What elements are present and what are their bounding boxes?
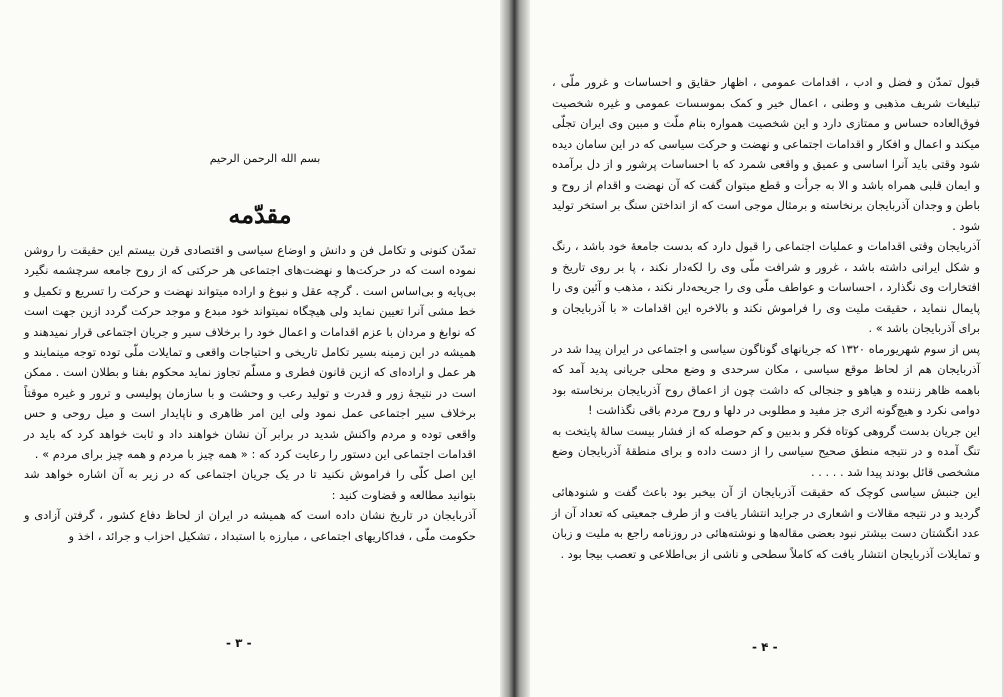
page-number: - ۴ - [752, 640, 778, 654]
right-page [530, 0, 1004, 697]
left-page [0, 0, 500, 697]
paragraph: این جریان بدست گروهی کوتاه فکر و بدبین و کم حوصله که از فشار بیست سالهٔ پایتخت به تنگ آمده و در نتیجه منطق صحیح سیاسی را از دست داده و برای منطقهٔ آذربایجان وضع مشخصی قائل بودند پیدا شد . . . . . [552, 423, 980, 479]
book-gutter [500, 0, 530, 697]
paragraph: تمدّن کنونی و تکامل فن و دانش و اوضاع سیاسی و اقتصادی قرن بیستم این حقیقت را روشن نموده است که در حرکت‌ها و نهضت‌های اجتماعی هر حرکتی که از روح جامعه سرچشمه نگیرد بی‌پایه و بی‌اساس است . گرچه عقل و نبوغ و اراده میتواند نهضت و حرکت را تسریع و تکمیل و خط مشی آنرا تعیین نماید ولی هیچگاه نمیتواند خود مبدع و موجد حرکت گردد ازین جهت است که نوابغ و مردان با عزم اقدامات و اعمال خود را برخلاف سیر و جریان اجتماعی قرار نمیدهند و همیشه در این زمینه بسیر تکامل تاریخی و احتیاجات واقعی و تمایلات ملّی توده توجه مینمایند و هر عمل و اراده‌ای که ازین قانون فطری و مسلّم تجاوز نماید محکوم بفنا و بطلان است . ممکن است در نتیجهٔ زور و قدرت و تولید رعب و وحشت و با سازمان پولیسی و ترور و غیره موقتاً برخلاف سیر اجتماعی عمل نمود ولی این امر ظاهری و ناپایدار است و میل روحی و حس واقعی توده و مردم واکنش شدید در برابر آن نشان خواهند داد و ثابت خواهد کرد که باید در اقدامات اجتماعی این دستور را رعایت کرد که : « همه چیز با مردم و همه چیز برای مردم » . [24, 243, 476, 462]
left-body-text [24, 240, 476, 546]
right-body-text [552, 72, 980, 564]
paragraph: این جنبش سیاسی کوچک که حقیقت آذربایجان از آن بیخبر بود باعث گفت و شنودهائی گردید و در نتیجه مقالات و اشعاری در جراید انتشار یافت و از طرف جمعیتی که تعداد آن از عدد انگشتان دست بیشتر نبود بعضی مقاله‌ها و نوشته‌هائی در روزنامه راجع به ملیت و زبان و تمایلات آذربایجان انتشار یافت که کاملاً سطحی و ناشی از بی‌اطلاعی و تعصب بیجا بود . [552, 485, 980, 561]
paragraph: پس از سوم شهریورماه ۱۳۲۰ که جریانهای گوناگون سیاسی و اجتماعی در ایران پیدا شد در آذربایجان هم از لحاظ موقع سیاسی ، مکان سرحدی و وضع محلی جریانی پدید آمد که باهمه ظاهر زننده و هیاهو و جنجالی که داشت چون از اعماق روح آذربایجان برنخاسته بود دوامی نکرد و هیچ‌گونه اثری جز مفید و مطلوبی در دلها و روح مردم باقی نگذاشت ! [552, 341, 980, 417]
page-heading: مقدّمه [228, 200, 292, 229]
paragraph: آذربایجان در تاریخ نشان داده است که همیشه در ایران از لحاظ دفاع کشور ، گرفتن آزادی و حکومت ملّی ، فداکاریهای اجتماعی ، مبارزه با استبداد ، تشکیل احزاب و جرائد ، اخذ و [24, 508, 476, 543]
basmala: بسم الله الرحمن الرحیم [209, 152, 321, 165]
paragraph: آذربایجان وقتی اقدامات و عملیات اجتماعی را قبول دارد که بدست جامعهٔ خود باشد ، رنگ و شکل ایرانی داشته باشد ، غرور و شرافت ملّی وی را لکه‌دار نکند ، پا بر روی تاریخ و افتخارات وی نگذارد ، احساسات و عواطف ملّی وی را جریحه‌دار نکند ، مذهب و آئین وی را پایمال ننماید ، حقیقت ملیت وی را فراموش نکند و بالاخره این اقدامات « با آذربایجان و برای آذربایجان باشد » . [552, 239, 980, 335]
paragraph: این اصل کلّی را فراموش نکنید تا در یک جریان اجتماعی که در زیر به آن اشاره خواهد شد بتوانید مطالعه و قضاوت کنید : [24, 467, 476, 502]
paragraph: قبول تمدّن و فضل و ادب ، اقدامات عمومی ، اظهار حقایق و احساسات و غرور ملّی ، تبلیغات شریف مذهبی و وطنی ، اعمال خیر و کمک بموسسات عمومی و غیره شخصیت فوق‌العاده حساس و ممتازی دارد و این شخصیت همواره بنام ملّت و مبین وی ایران تجلّی میکند و اعمال و افکار و اقدامات اجتماعی و نهضت و حرکت سیاسی که در این سامان دیده شود وقتی باید آنرا اساسی و عمیق و واقعی شمرد که با احساسات پرشور و از دل برآمده و ایمان قلبی همراه باشد و الا به جرأت و قطع میتوان گفت که آن نهضت و اقدام از روح و باطن و وجدان آذربایجان برنخاسته و برمثال موجی است که از انداختن سنگ بر استخر تولید شود . [552, 75, 980, 233]
page-number: - ۳ - [226, 636, 252, 650]
